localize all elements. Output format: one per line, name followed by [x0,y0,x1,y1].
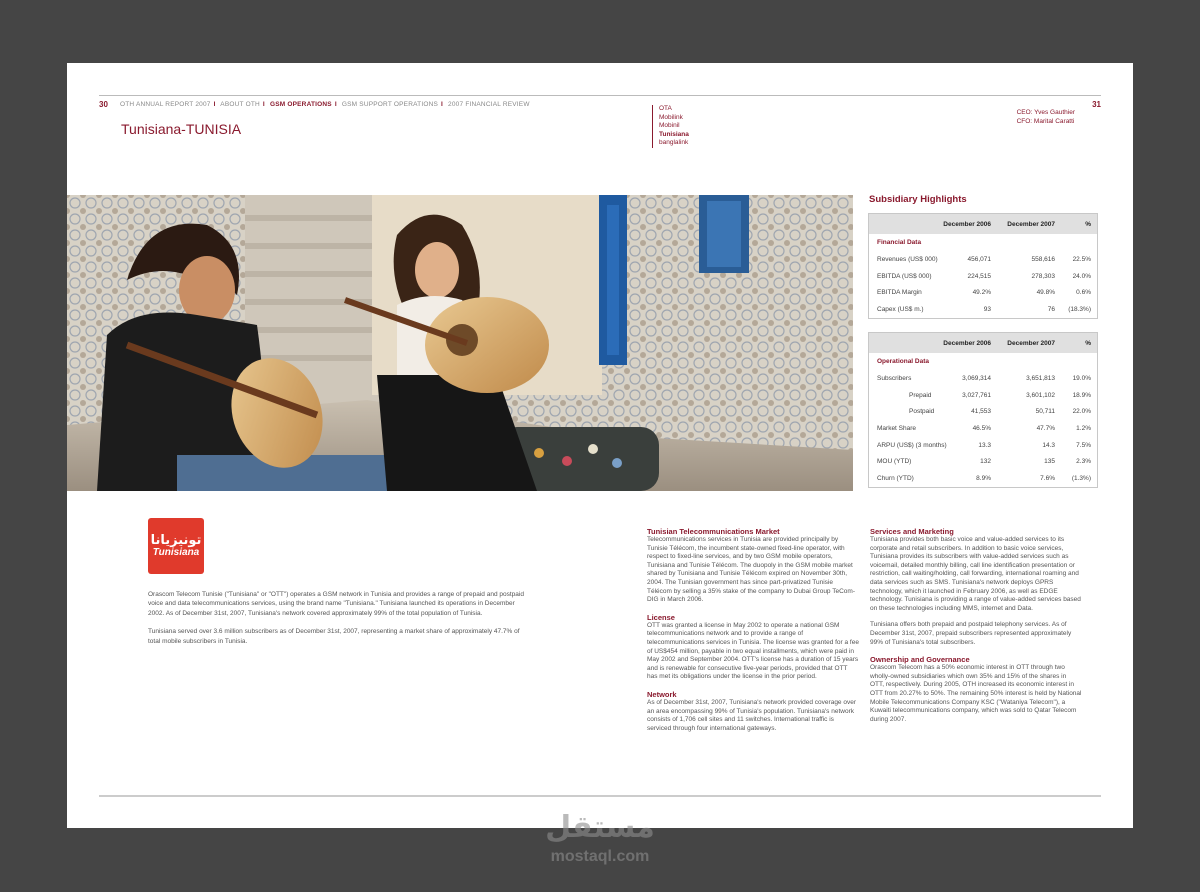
table-header [869,333,1097,353]
value-2007: 558,616 [1031,255,1055,263]
financial-data-table [868,213,1098,319]
column-header-2006: December 2006 [943,339,991,347]
highlights-title: Subsidiary Highlights [869,194,967,205]
table-row [869,284,1097,301]
column-header-pct: % [1085,339,1091,347]
table-row [869,453,1097,470]
section-body-services-2: Tunisiana offers both prepaid and postpaid telephony services. As of December 31st, 2007, prepaid subscribers represented approximately 99% of Tunisiana's total subscribers. [870,621,1072,646]
value-pct: (18.3%) [1068,305,1091,313]
value-pct: 7.5% [1076,441,1091,449]
column-header-2007: December 2007 [1007,220,1055,228]
value-2007: 76 [1047,305,1055,313]
intro-paragraph: Orascom Telecom Tunisie ("Tunisiana" or "OTT") operates a GSM network in Tunisia and provides a range of prepaid and postpaid voice and data telecommunications services, using the brand name "Tunisiana." Tunisiana launched its operations in December 2002. As of December 31st, 2007, Tunisiana's network covered approximately 99% of the total population of Tunisia. [148,591,524,617]
value-2006: 3,027,761 [962,391,991,399]
column-header-2006: December 2006 [943,220,991,228]
row-label: ARPU (US$) (3 months) [877,441,947,449]
value-pct: 2.3% [1076,458,1091,466]
value-2007: 47.7% [1036,424,1055,432]
section-heading-license: License [647,612,675,622]
value-2006: 224,515 [967,272,991,280]
table-row [869,387,1097,404]
tunisiana-logo [148,518,204,574]
operation-item[interactable]: OTA [659,105,672,112]
table-row [869,470,1097,487]
value-pct: 1.2% [1076,424,1091,432]
section-body-license: OTT was granted a license in May 2002 to operate a national GSM telecommunications network and to provide a range of telecommunications services in Tunisia. The license was granted for a fee of US$454 million, payable in two equal installments, which were paid in May 2002 and September 2004. OTT's license has a duration of 15 years and is renewable for consecutive five-year periods, provided that OTT has met its obligations under the license in the prior period. [647,621,859,681]
operation-item[interactable]: banglalink [659,139,689,147]
row-label: Postpaid [909,408,935,416]
row-label: EBITDA (US$ 000) [877,272,932,280]
nav-separator: I [334,101,337,108]
table-row [869,437,1097,454]
value-2006: 46.5% [972,424,991,432]
intro-paragraph: Tunisiana served over 3.6 million subscribers as of December 31st, 2007, representing a market share of approximately 47.7% of total mobile subscribers in Tunisia. [148,628,520,645]
value-2007: 135 [1044,458,1055,466]
watermark-arabic: مستقل [545,810,655,845]
value-pct: 22.0% [1072,408,1091,416]
table-row [869,370,1097,387]
ceo-name: CEO: Yves Gauthier [1016,109,1075,116]
value-2007: 3,601,102 [1026,391,1055,399]
value-2006: 8.9% [976,474,991,482]
nav-item-gsm-support[interactable]: GSM SUPPORT OPERATIONS [341,101,439,108]
value-pct: 24.0% [1072,272,1091,280]
hero-photo [67,195,853,491]
logo-latin-text: Tunisiana [152,546,200,558]
nav-item-gsm-operations[interactable]: GSM OPERATIONS [269,101,332,108]
nav-separator: I [213,101,216,108]
value-2006: 49.2% [972,289,991,297]
nav-item-about[interactable]: ABOUT OTH [220,101,260,108]
section-heading-services: Services and Marketing [870,527,954,536]
value-2006: 456,071 [967,255,991,263]
operation-item[interactable]: Mobilink [659,113,683,121]
row-label: Churn (YTD) [877,474,914,482]
operation-item-current[interactable]: Tunisiana [659,130,689,138]
row-label: MOU (YTD) [877,458,912,466]
value-2006: 41,553 [971,408,991,416]
row-label: Revenues (US$ 000) [877,255,938,263]
value-2006: 3,069,314 [962,374,991,382]
section-label: Financial Data [877,239,922,246]
value-2006: 132 [980,458,991,466]
operational-data-table [868,332,1098,488]
value-2006: 13.3 [978,441,991,449]
nav-separator: I [441,101,444,108]
value-2006: 93 [983,305,991,313]
text-column-right [870,527,1082,732]
text-column-left [647,527,859,741]
nav-separator: I [262,101,265,108]
section-body-network: As of December 31st, 2007, Tunisiana's network provided coverage over an area encompassing 99% of Tunisia's population. Tunisiana's network consists of 1,706 cell sites and 11 switches. International traffic is serviced through four international gateways. [647,698,856,732]
annual-report-spread [67,63,1133,828]
value-2007: 50,711 [1035,408,1055,416]
section-heading-network: Network [647,689,677,699]
column-header-pct: % [1085,220,1091,228]
section-body-market: Telecommunications services in Tunisia are provided principally by Tunisie Télécom, the incumbent state-owned fixed-line operator, with respect to fixed-line services, and by two GSM mobile operators, Tunisiana and Tunisie Télécom. The duopoly in the GSM mobile market shared by Tunisiana and Tunisie Télécom expired on November 30th, 2004. The Tunisian government has since part-privatized Tunisie Télécom by selling a 35% stake of the company to Dubai Group TeCom-DIG in March 2006. [647,536,855,604]
operations-list [652,105,689,148]
page-title: Tunisiana-TUNISIA [121,121,242,137]
table-header [869,214,1097,234]
value-2007: 7.6% [1040,474,1055,482]
bottom-rule [99,795,1101,797]
table-row [869,301,1097,318]
operation-item[interactable]: Mobinil [659,122,680,130]
intro-text [148,590,528,655]
value-pct: 18.9% [1072,391,1091,399]
section-heading-market: Tunisian Telecommunications Market [647,527,780,536]
row-label: Market Share [877,424,917,432]
watermark-latin: mostaql.com [550,848,650,865]
value-pct: 22.5% [1072,255,1091,263]
column-header-2007: December 2007 [1007,339,1055,347]
row-label: Capex (US$ m.) [877,305,924,313]
logo-arabic-text: تونيزيانا [150,532,202,548]
value-2007: 14.3 [1042,441,1055,449]
row-label: EBITDA Margin [877,289,922,297]
cfo-name: CFO: Marital Caratti [1016,118,1075,125]
value-2007: 49.8% [1036,289,1055,297]
value-2007: 3,651,813 [1026,374,1055,382]
executives [1017,108,1075,126]
table-row [869,420,1097,437]
section-nav [120,101,533,108]
value-2007: 278,303 [1031,272,1055,280]
nav-item-report[interactable]: OTH ANNUAL REPORT 2007 [120,101,211,108]
row-label: Subscribers [877,374,912,382]
value-pct: (1.3%) [1071,474,1091,482]
page-number-right: 31 [1092,100,1101,109]
section-body-services: Tunisiana provides both basic voice and value-added services to its corporate and retail subscribers. In addition to basic voice services, Tunisiana provides its subscribers with value-added services such as voicemail, detailed monthly billing, call line identification presentation or restriction, call waiting/holding, call forwarding, international roaming and data services such as SMS. Tunisiana's network deploys GPRS technology, which it launched in February 2006, as well as EDGE technology. Tunisiana is providing a range of value-added services based on these technologies including MMS, internet and Data. [870,536,1081,612]
table-row [869,403,1097,420]
page-number-left: 30 [99,100,108,109]
top-rule [99,95,1101,96]
row-label: Prepaid [909,391,932,399]
watermark [0,812,1200,866]
table-row [869,251,1097,268]
musicians-photo-illustration [67,195,853,491]
section-body-ownership: Orascom Telecom has a 50% economic interest in OTT through two wholly-owned subsidiaries which own 35% and 15% of the shares in OTT, respectively. During 2005, OTH increased its economic interest in OTT from 20.27% to 50%. The remaining 50% interest is held by National Mobile Telecommunications Company KSC ("Wataniya Telecom"), a Kuwaiti telecommunications company, which was sold to Qatar Telecom during 2007. [870,664,1082,723]
nav-item-financial-review[interactable]: 2007 FINANCIAL REVIEW [448,101,530,108]
section-label: Operational Data [877,358,930,365]
section-heading-ownership: Ownership and Governance [870,655,970,665]
value-pct: 0.6% [1076,289,1091,297]
table-row [869,268,1097,285]
value-pct: 19.0% [1072,374,1091,382]
